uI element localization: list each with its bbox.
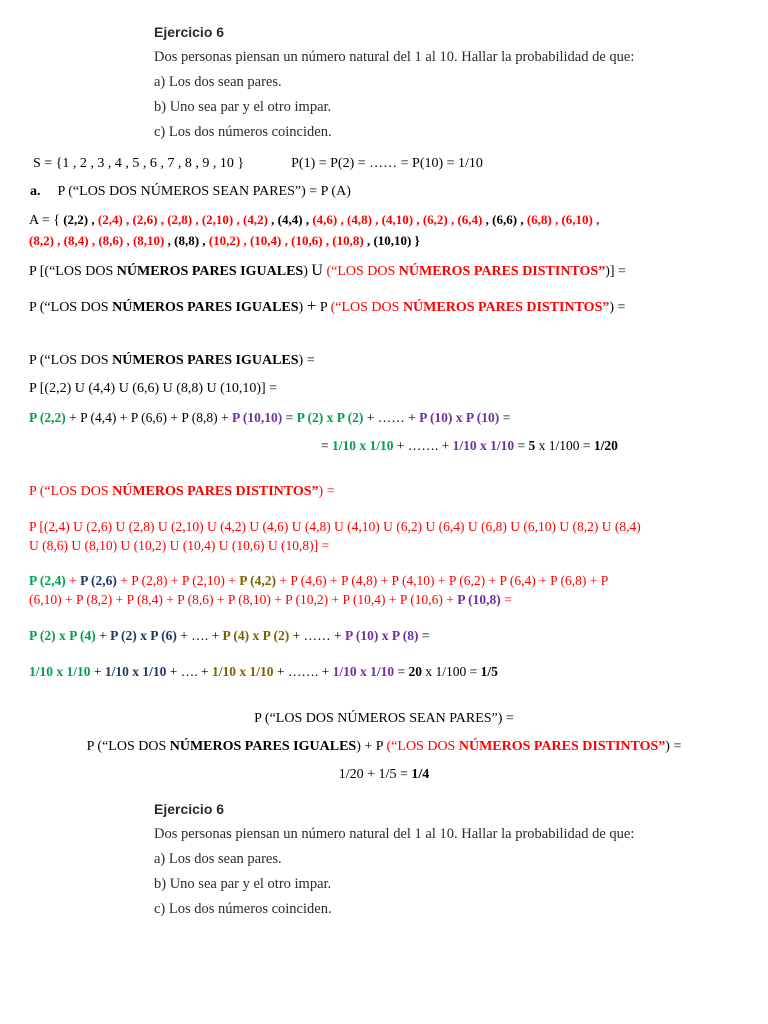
final-text-f: ) = — [665, 739, 682, 754]
distinct-product — [29, 628, 429, 644]
sum-text-e: P — [316, 300, 331, 315]
formula-term: + P (4,6) + P (4,8) + P (4,10) + P (6,2) + P (6,4) + P (6,8) + P — [275, 573, 609, 588]
sum-text-c: ) — [298, 300, 307, 315]
sum-text-a: P (“LOS DOS — [29, 300, 113, 315]
formula-term: + …… + — [289, 628, 345, 643]
distinct-heading-b: NÚMEROS PARES DISTINTOS” — [112, 484, 319, 499]
sum-equation — [29, 296, 625, 316]
exercise-item-c: c) Los dos números coinciden. — [154, 124, 332, 140]
equal-heading — [29, 353, 315, 369]
formula-term: = — [499, 410, 511, 425]
union-text-c: ) — [303, 264, 312, 279]
union-text-a: P [(“LOS DOS — [29, 264, 117, 279]
distinct-product-terms — [29, 628, 429, 643]
formula-term: = — [418, 628, 430, 643]
formula-term: (4,6) , (4,8) , (4,10) , (6,2) , (6,4) — [312, 212, 483, 227]
distinct-sum-line-2 — [29, 592, 512, 608]
formula-term: P (4,2) — [239, 573, 276, 588]
distinct-union-line-2: U (8,6) U (8,10) U (10,2) U (10,4) U (10,6) U (10,8)] = — [29, 538, 330, 553]
formula-term: + …. + — [176, 628, 223, 643]
set-a-line-1 — [29, 212, 599, 229]
final-line-1: P (“LOS DOS NÚMEROS SEAN PARES”) = — [254, 711, 514, 726]
plus-symbol: + — [306, 296, 317, 315]
sum-text-f: (“LOS DOS — [330, 300, 403, 315]
formula-term: = — [394, 664, 409, 679]
final-answer: 1/4 — [411, 767, 430, 782]
distinct-sum-terms-1 — [29, 573, 608, 588]
formula-term: P (4) x P (2) — [222, 628, 290, 643]
formula-term: P (2) x P (6) — [110, 628, 177, 643]
formula-term: (6,10) + P (8,2) + P (8,4) + P (8,6) + P (8,10) + P (10,2) + P (10,4) + P (10,6) + — [29, 592, 458, 607]
exercise-item-b: b) Uno sea par y el otro impar. — [154, 99, 332, 115]
sum-text-equal: NÚMEROS PARES IGUALES — [112, 300, 299, 315]
formula-term: (8,2) , (8,4) , (8,6) , (8,10) — [29, 233, 165, 248]
part-a-heading — [30, 184, 351, 200]
formula-term: 5 — [528, 438, 536, 453]
formula-term: 1/10 x 1/10 — [104, 664, 167, 679]
formula-term: P (2,4) — [29, 573, 66, 588]
formula-term: P (10,8) — [457, 592, 501, 607]
formula-term: } — [411, 233, 420, 248]
equal-heading-b: NÚMEROS PARES IGUALES — [112, 353, 299, 368]
final-sum: 1/20 + 1/5 = — [338, 767, 412, 782]
exercise-title: Ejercicio 6 — [154, 801, 225, 817]
union-text-distinct: NÚMEROS PARES DISTINTOS” — [398, 264, 606, 279]
formula-term: + — [65, 573, 81, 588]
formula-term: x 1/100 = — [535, 438, 594, 453]
formula-term: 1/5 — [480, 664, 498, 679]
formula-term: , — [302, 212, 313, 227]
formula-term: = — [282, 410, 297, 425]
formula-term: , — [267, 212, 278, 227]
exercise-statement: Dos personas piensan un número natural del 1 al 10. Hallar la probabilidad de que: — [154, 826, 635, 842]
part-a-event: P (“LOS DOS NÚMEROS SEAN PARES”) = P (A) — [57, 184, 351, 199]
formula-term: , — [517, 212, 527, 227]
equal-heading-a: P (“LOS DOS — [29, 353, 113, 368]
set-a-elements-1 — [63, 212, 599, 227]
union-equation — [29, 262, 626, 280]
formula-term: (8,8) — [174, 233, 200, 248]
final-text-a: P (“LOS DOS — [86, 739, 170, 754]
exercise-title: Ejercicio 6 — [154, 24, 225, 40]
formula-term: , — [88, 212, 98, 227]
formula-term: P (2) x P (4) — [29, 628, 96, 643]
formula-term: P (2,6) — [80, 573, 117, 588]
formula-term: (6,6) — [492, 212, 518, 227]
formula-term: = — [321, 438, 332, 453]
formula-term: + — [90, 664, 105, 679]
formula-term: 20 — [408, 664, 423, 679]
exercise-item-a: a) Los dos sean pares. — [154, 851, 282, 867]
final-line-2 — [0, 739, 768, 755]
union-text-equal: NÚMEROS PARES IGUALES — [116, 264, 304, 279]
formula-term: 1/10 x 1/10 — [212, 664, 274, 679]
distinct-heading-a: P (“LOS DOS — [29, 484, 113, 499]
formula-term: + ……. + — [393, 438, 453, 453]
sample-space — [33, 156, 483, 172]
equal-union: P [(2,2) U (4,4) U (6,6) U (8,8) U (10,10)] = — [29, 381, 278, 396]
equal-sum-terms — [29, 410, 510, 425]
formula-term: , — [164, 233, 175, 248]
formula-term: = — [500, 592, 512, 607]
final-text-d: (“LOS DOS — [386, 739, 459, 754]
sum-text-distinct: NÚMEROS PARES DISTINTOS” — [402, 300, 610, 315]
formula-term: 1/10 x 1/10 — [452, 438, 515, 453]
formula-term: (2,2) — [63, 212, 89, 227]
union-symbol: U — [311, 262, 323, 279]
exercise-statement-top — [154, 20, 634, 145]
formula-term: P (10) x P (8) — [344, 628, 419, 643]
exercise-item-c: c) Los dos números coinciden. — [154, 901, 332, 917]
final-text-equal: NÚMEROS PARES IGUALES — [169, 739, 357, 754]
formula-term: 1/10 x 1/10 — [332, 664, 395, 679]
exercise-item-b: b) Uno sea par y el otro impar. — [154, 876, 332, 892]
formula-term: (10,10) — [373, 233, 412, 248]
formula-term: , — [363, 233, 374, 248]
final-line-3 — [0, 767, 768, 783]
formula-term: P (2,2) — [29, 410, 66, 425]
final-text-c: ) + P — [356, 739, 387, 754]
uniform-probability: P(1) = P(2) = …… = P(10) = 1/10 — [291, 156, 483, 171]
formula-term: 1/20 — [593, 438, 618, 453]
formula-term: = — [514, 438, 529, 453]
formula-term: + …… + — [363, 410, 420, 425]
formula-term: (2,4) , (2,6) , (2,8) , (2,10) , (4,2) — [97, 212, 268, 227]
exercise-statement: Dos personas piensan un número natural del 1 al 10. Hallar la probabilidad de que: — [154, 49, 635, 65]
equal-result — [321, 438, 618, 454]
distinct-sum-terms-2 — [29, 592, 512, 607]
formula-term: + P (2,8) + P (2,10) + — [116, 573, 240, 588]
union-text-e: (“LOS DOS — [322, 264, 399, 279]
final-text-distinct: NÚMEROS PARES DISTINTOS” — [458, 739, 666, 754]
formula-term: + …. + — [166, 664, 213, 679]
formula-term: 1/10 x 1/10 — [332, 438, 394, 453]
distinct-sum-line-1 — [29, 573, 608, 589]
formula-term: 1/10 x 1/10 — [29, 664, 91, 679]
union-text-g: )] = — [605, 264, 626, 279]
formula-term: (10,2) , (10,4) , (10,6) , (10,8) — [208, 233, 364, 248]
part-a-label: a. — [30, 184, 41, 199]
formula-term: , — [482, 212, 493, 227]
equal-heading-c: ) = — [298, 353, 315, 368]
exercise-statement-bottom — [154, 797, 634, 922]
distinct-heading-c: ) = — [318, 484, 335, 499]
exercise-item-a: a) Los dos sean pares. — [154, 74, 282, 90]
equal-result-terms — [321, 438, 618, 453]
formula-term: (6,8) , (6,10) , — [526, 212, 600, 227]
sample-space-set: S = {1 , 2 , 3 , 4 , 5 , 6 , 7 , 8 , 9 , 10 } — [33, 156, 245, 171]
formula-term: P (2) x P (2) — [296, 410, 364, 425]
formula-term: (4,4) — [277, 212, 303, 227]
set-a-prefix: A = { — [29, 213, 60, 228]
formula-term: P (10,10) — [231, 410, 283, 425]
set-a-elements-2 — [29, 233, 420, 248]
distinct-result — [29, 664, 498, 680]
formula-term: P (10) x P (10) — [419, 410, 500, 425]
formula-term: , — [199, 233, 209, 248]
set-a-line-2 — [29, 233, 420, 249]
distinct-heading — [29, 484, 335, 500]
formula-term: x 1/100 = — [422, 664, 481, 679]
distinct-union-line-1: P [(2,4) U (2,6) U (2,8) U (2,10) U (4,2) U (4,6) U (4,8) U (4,10) U (6,2) U (6,4) U (6,8) U (6,10) U (8,2) U (8,4) — [29, 519, 641, 534]
formula-term: + ……. + — [273, 664, 333, 679]
distinct-result-terms — [29, 664, 498, 679]
equal-sum — [29, 410, 510, 426]
formula-term: + P (4,4) + P (6,6) + P (8,8) + — [65, 410, 232, 425]
formula-term: + — [95, 628, 111, 643]
sum-text-h: ) = — [609, 300, 626, 315]
